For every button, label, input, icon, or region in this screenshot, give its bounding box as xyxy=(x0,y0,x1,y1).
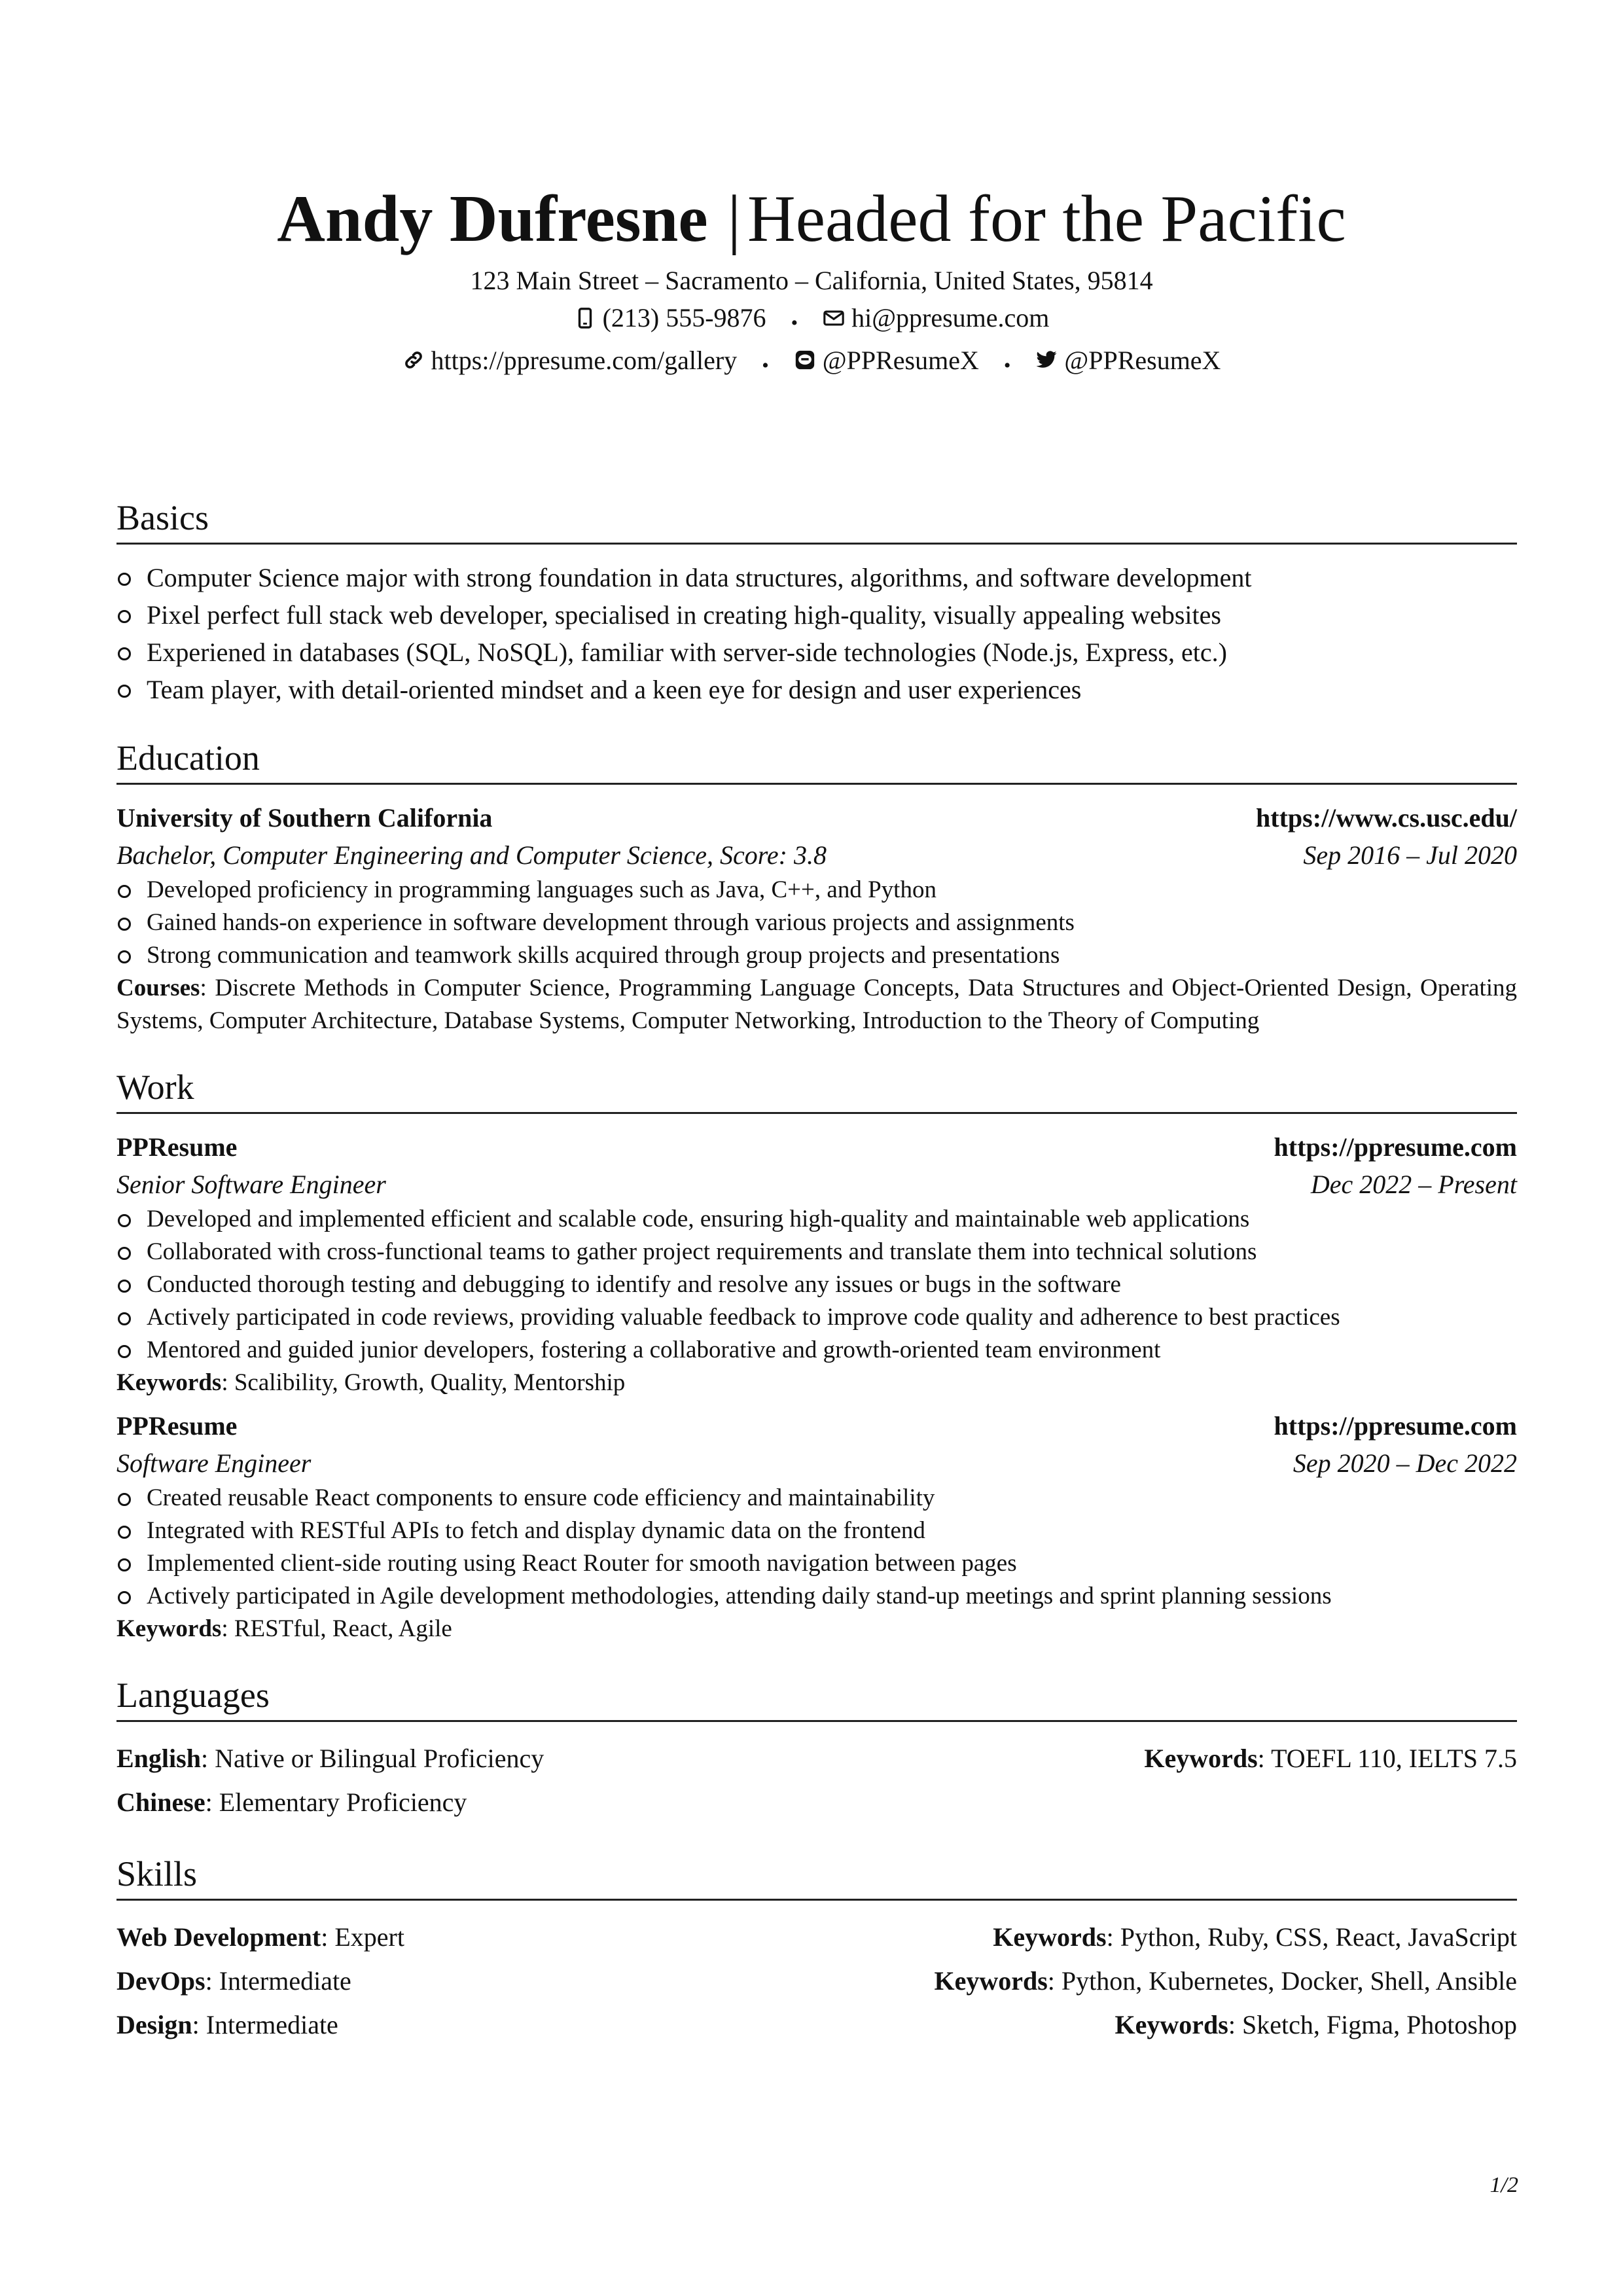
twitter-contact[interactable] xyxy=(1035,342,1221,379)
contact-divider-dot: • xyxy=(762,354,769,376)
envelope-icon xyxy=(823,307,845,329)
twitter-handle[interactable]: @PPResumeX xyxy=(1064,345,1221,375)
keywords-list: Scalibility, Growth, Quality, Mentorship xyxy=(234,1369,626,1396)
work-subheader-row xyxy=(116,1444,1517,1482)
skill-name: DevOps xyxy=(116,1966,205,1996)
website-url[interactable]: https://ppresume.com/gallery xyxy=(431,345,738,375)
skill-name-level: Design: Intermediate xyxy=(116,2010,338,2039)
courses-list: Discrete Methods in Computer Science, Programming Language Concepts, Data Structures and Object-Oriented Design, Operating Systems, Computer Architecture, Database Systems, Computer Networking, Introduction to the Theory of Computing xyxy=(116,975,1518,1034)
courses: Courses: Discrete Methods in Computer Science, Programming Language Concepts, Data Structures and Object-Oriented Design, Operating Systems, Computer Architecture, Database Systems, Computer Networking, Introduction to the Theory of Computing xyxy=(116,975,1518,1034)
candidate-name: Andy Dufresne xyxy=(277,182,708,256)
list-item: Integrated with RESTful APIs to fetch and display dynamic data on the frontend xyxy=(116,1515,1517,1547)
section-title-basics: Basics xyxy=(116,494,1517,545)
keywords-list: RESTful, React, Agile xyxy=(234,1615,452,1642)
education-section xyxy=(116,734,1517,1037)
bullet-circle-icon xyxy=(118,685,131,698)
email-address[interactable]: hi@ppresume.com xyxy=(851,303,1050,332)
contact-line-2 xyxy=(0,342,1623,384)
bullet-circle-icon xyxy=(118,1214,131,1227)
list-item: Team player, with detail-oriented mindset and a keen eye for design and user experiences xyxy=(116,671,1517,708)
bullet-circle-icon xyxy=(118,885,131,898)
keywords-list: TOEFL 110, IELTS 7.5 xyxy=(1271,1744,1517,1773)
list-item: Created reusable React components to ensure code efficiency and maintainability xyxy=(116,1482,1517,1515)
work-section xyxy=(116,1064,1517,1645)
language-row xyxy=(116,1736,1517,1780)
list-item: Implemented client-side routing using React Router for smooth navigation between pages xyxy=(116,1547,1517,1580)
company-url[interactable]: https://ppresume.com xyxy=(1274,1411,1517,1441)
skill-name: Web Development xyxy=(116,1922,321,1952)
work-highlights xyxy=(116,1203,1517,1367)
list-item: Conducted thorough testing and debugging to identify and resolve any issues or bugs in the software xyxy=(116,1268,1517,1301)
list-item: Pixel perfect full stack web developer, specialised in creating high-quality, visually appealing websites xyxy=(116,596,1517,634)
skill-name-level: Web Development: Expert xyxy=(116,1922,404,1952)
phone-number: (213) 555-9876 xyxy=(602,303,766,332)
work-highlights xyxy=(116,1482,1517,1613)
section-title-skills: Skills xyxy=(116,1850,1517,1901)
contact-line-1 xyxy=(0,299,1623,342)
work-keywords: Keywords: RESTful, React, Agile xyxy=(116,1615,452,1642)
skill-name-level: DevOps: Intermediate xyxy=(116,1966,351,1996)
skill-row xyxy=(116,1915,1517,1959)
resume-content xyxy=(116,494,1517,2047)
work-subheader-row xyxy=(116,1166,1517,1203)
name-separator: | xyxy=(727,182,741,256)
list-item: Experiened in databases (SQL, NoSQL), familiar with server-side technologies (Node.js, Express, etc.) xyxy=(116,634,1517,671)
email-contact[interactable] xyxy=(823,299,1049,336)
language-keywords: Keywords: TOEFL 110, IELTS 7.5 xyxy=(1144,1744,1517,1773)
bullet-circle-icon xyxy=(118,1558,131,1571)
institution-name: University of Southern California xyxy=(116,803,493,833)
list-item: Collaborated with cross-functional teams to gather project requirements and translate them into technical solutions xyxy=(116,1236,1517,1268)
list-item: Strong communication and teamwork skills acquired through group projects and presentations xyxy=(116,939,1517,972)
keywords-label: Keywords xyxy=(116,1615,222,1642)
job-position: Software Engineer xyxy=(116,1448,312,1478)
bullet-circle-icon xyxy=(118,1493,131,1506)
language-level: Elementary Proficiency xyxy=(219,1787,467,1817)
list-item: Actively participated in code reviews, providing valuable feedback to improve code quality and adherence to best practices xyxy=(116,1301,1517,1334)
company-name: PPResume xyxy=(116,1411,238,1441)
line-handle[interactable]: @PPResumeX xyxy=(822,345,979,375)
candidate-headline: Headed for the Pacific xyxy=(747,182,1346,256)
section-title-languages: Languages xyxy=(116,1672,1517,1722)
basics-section xyxy=(116,494,1517,708)
work-entry xyxy=(116,1128,1517,1399)
work-keywords: Keywords: Scalibility, Growth, Quality, Mentorship xyxy=(116,1369,626,1396)
job-dates: Dec 2022 – Present xyxy=(1310,1170,1517,1199)
bullet-circle-icon xyxy=(118,1345,131,1358)
languages-section xyxy=(116,1672,1517,1824)
institution-url[interactable]: https://www.cs.usc.edu/ xyxy=(1256,803,1517,833)
list-item: Computer Science major with strong foundation in data structures, algorithms, and software development xyxy=(116,559,1517,596)
website-contact[interactable] xyxy=(402,342,738,379)
keywords-list: Python, Ruby, CSS, React, JavaScript xyxy=(1120,1922,1517,1952)
twitter-icon xyxy=(1035,349,1058,371)
bullet-circle-icon xyxy=(118,1591,131,1604)
language-level: Native or Bilingual Proficiency xyxy=(215,1744,544,1773)
keywords-label: Keywords xyxy=(993,1922,1107,1952)
bullet-circle-icon xyxy=(118,1247,131,1260)
keywords-list: Python, Kubernetes, Docker, Shell, Ansible xyxy=(1061,1966,1517,1996)
list-item: Developed proficiency in programming languages such as Java, C++, and Python xyxy=(116,874,1517,906)
line-contact[interactable] xyxy=(794,342,979,379)
language-row xyxy=(116,1780,1517,1824)
list-item: Gained hands-on experience in software development through various projects and assignments xyxy=(116,906,1517,939)
bullet-circle-icon xyxy=(118,647,131,660)
language-name-level: Chinese: Elementary Proficiency xyxy=(116,1787,467,1817)
language-name: English xyxy=(116,1744,201,1773)
skill-row xyxy=(116,1959,1517,2003)
list-item: Developed and implemented efficient and scalable code, ensuring high-quality and maintainable web applications xyxy=(116,1203,1517,1236)
company-name: PPResume xyxy=(116,1132,238,1162)
section-title-education: Education xyxy=(116,734,1517,785)
skill-level: Intermediate xyxy=(205,2010,338,2039)
education-list xyxy=(116,874,1517,972)
keywords-label: Keywords xyxy=(934,1966,1048,1996)
contact-divider-dot: • xyxy=(1003,354,1011,376)
bullet-circle-icon xyxy=(118,573,131,586)
work-header-row xyxy=(116,1407,1517,1444)
bullet-circle-icon xyxy=(118,610,131,623)
skills-section xyxy=(116,1850,1517,2047)
address-line xyxy=(0,262,1623,299)
work-entry xyxy=(116,1407,1517,1645)
keywords-list: Sketch, Figma, Photoshop xyxy=(1241,2010,1517,2039)
contact-divider-dot: • xyxy=(791,312,798,334)
job-dates: Sep 2020 – Dec 2022 xyxy=(1293,1448,1517,1478)
list-item: Actively participated in Agile development methodologies, attending daily stand-up meetings and sprint planning sessions xyxy=(116,1580,1517,1613)
bullet-circle-icon xyxy=(118,1526,131,1539)
courses-label: Courses xyxy=(116,975,200,1001)
skill-level: Expert xyxy=(334,1922,404,1952)
education-header-row xyxy=(116,799,1517,836)
keywords-label: Keywords xyxy=(1144,1744,1258,1773)
phone-contact xyxy=(574,299,766,336)
bullet-circle-icon xyxy=(118,1280,131,1293)
education-subheader-row xyxy=(116,836,1517,874)
degree: Bachelor, Computer Engineering and Computer Science, Score: 3.8 xyxy=(116,840,827,870)
job-position: Senior Software Engineer xyxy=(116,1170,386,1199)
keywords-label: Keywords xyxy=(116,1369,222,1396)
skill-row xyxy=(116,2003,1517,2047)
bullet-circle-icon xyxy=(118,950,131,963)
list-item: Mentored and guided junior developers, fostering a collaborative and growth-oriented team environment xyxy=(116,1334,1517,1367)
language-name-level: English: Native or Bilingual Proficiency xyxy=(116,1744,544,1773)
bullet-circle-icon xyxy=(118,1312,131,1325)
skill-keywords: Keywords: Sketch, Figma, Photoshop xyxy=(1115,2010,1517,2039)
skill-name: Design xyxy=(116,2010,192,2039)
page-number: 1/2 xyxy=(1489,2173,1518,2197)
keywords-label: Keywords xyxy=(1115,2010,1228,2039)
work-header-row xyxy=(116,1128,1517,1166)
link-icon xyxy=(402,349,425,371)
language-name: Chinese xyxy=(116,1787,205,1817)
basics-list xyxy=(116,559,1517,708)
skill-keywords: Keywords: Python, Kubernetes, Docker, Shell, Ansible xyxy=(934,1966,1517,1996)
skill-level: Intermediate xyxy=(219,1966,351,1996)
section-title-work: Work xyxy=(116,1064,1517,1114)
address: 123 Main Street – Sacramento – California, United States, 95814 xyxy=(470,266,1153,295)
education-dates: Sep 2016 – Jul 2020 xyxy=(1303,840,1517,870)
skill-keywords: Keywords: Python, Ruby, CSS, React, JavaScript xyxy=(993,1922,1517,1952)
mobile-phone-icon xyxy=(574,307,596,329)
bullet-circle-icon xyxy=(118,918,131,931)
line-app-icon xyxy=(794,349,816,371)
resume-header xyxy=(0,177,1623,384)
name-line xyxy=(0,177,1623,262)
company-url[interactable]: https://ppresume.com xyxy=(1274,1132,1517,1162)
